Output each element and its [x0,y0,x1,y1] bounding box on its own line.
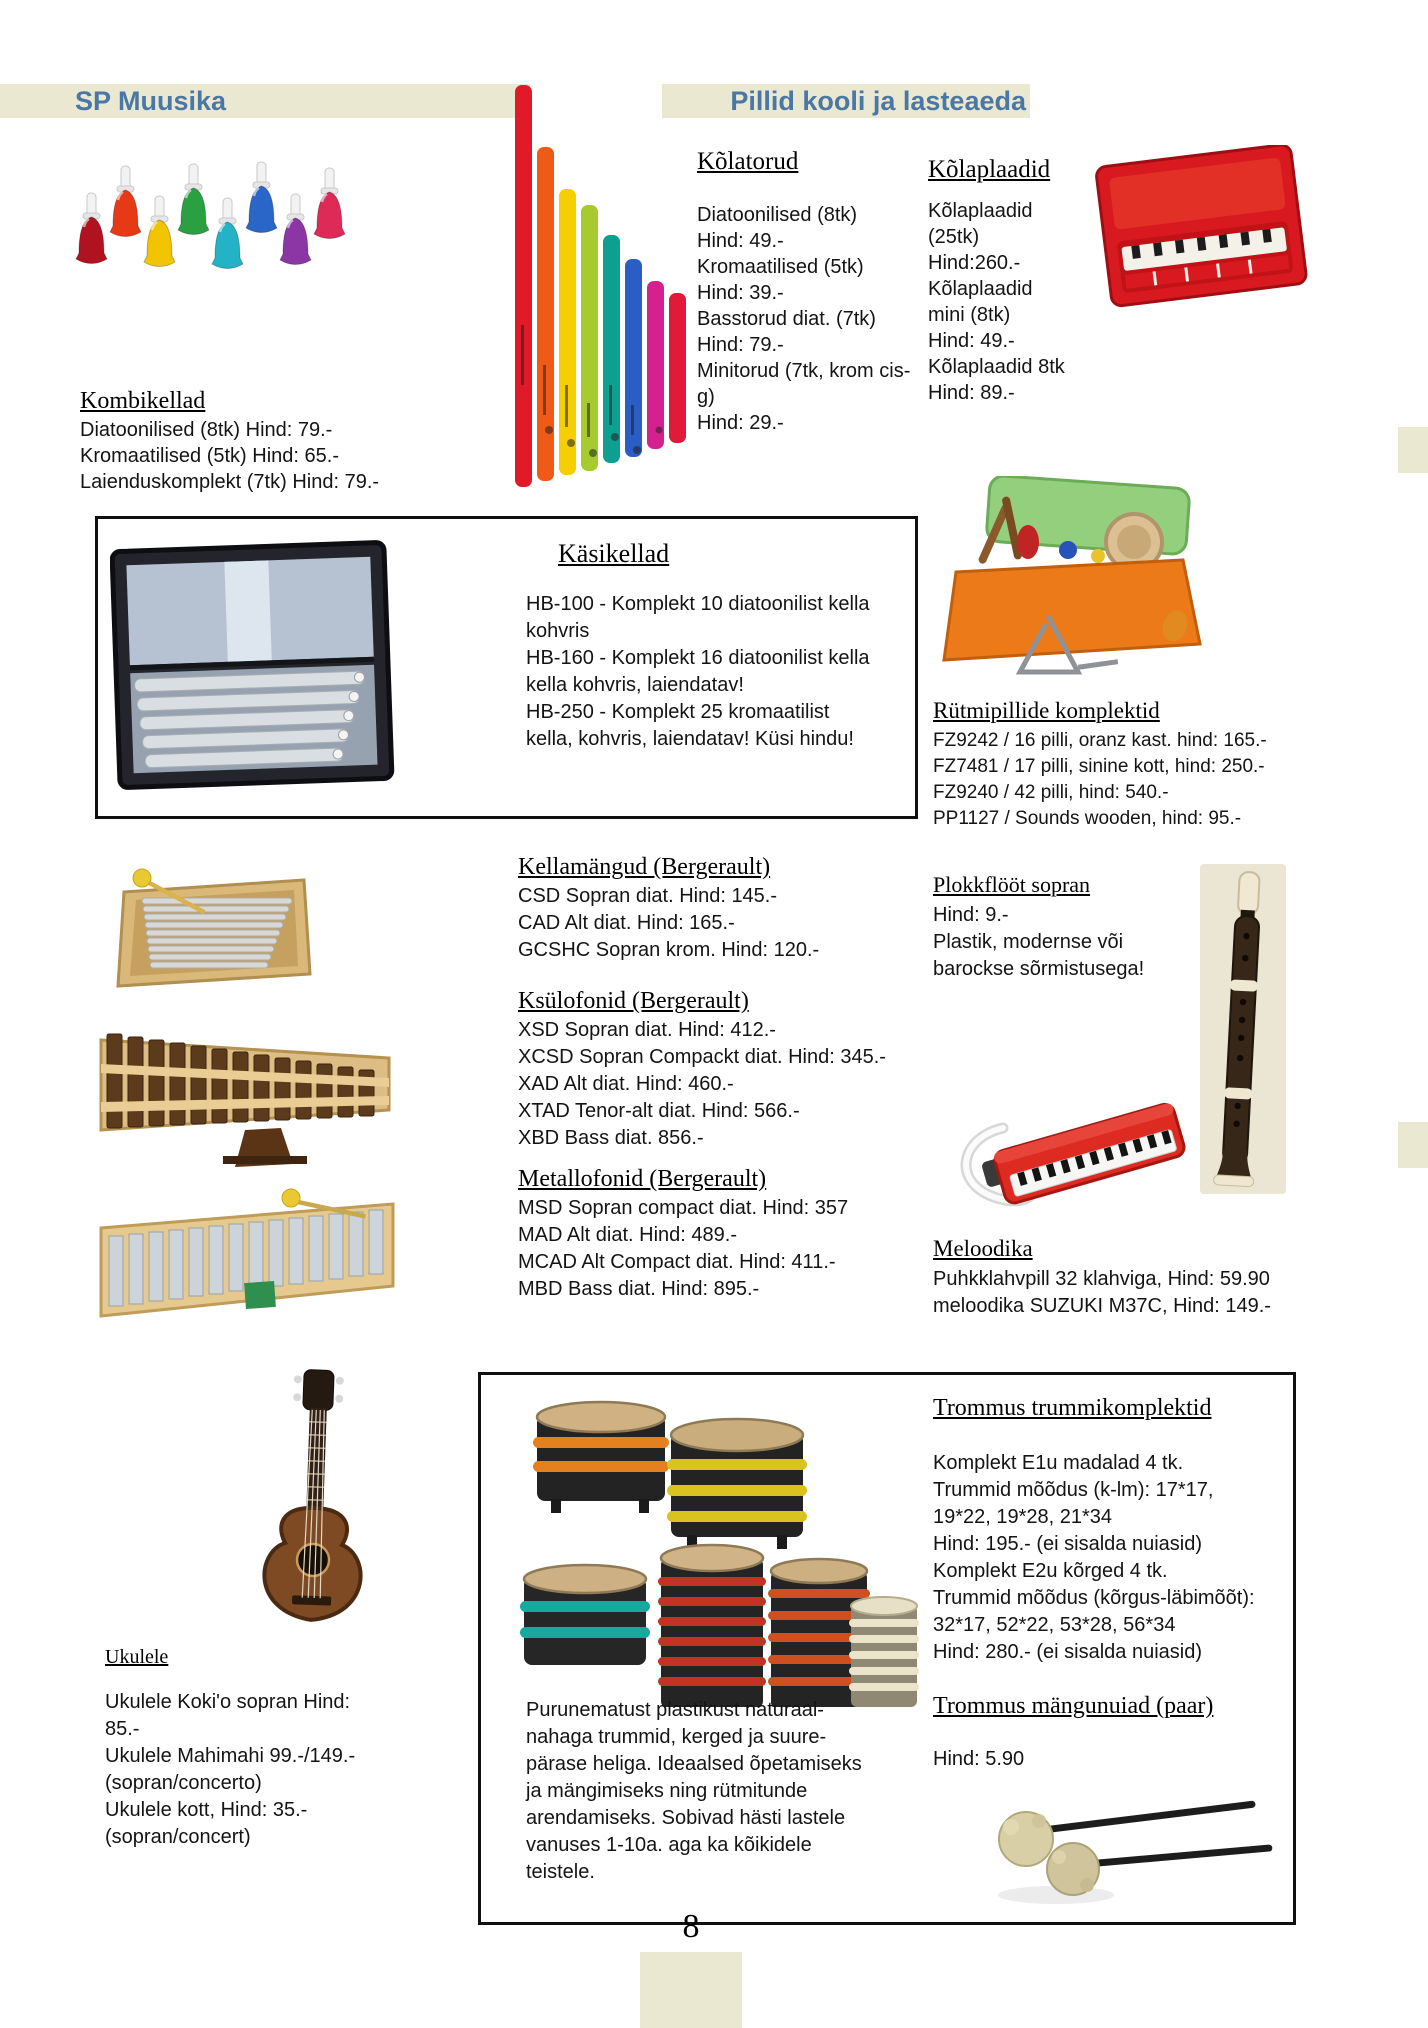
section-kasikellad [526,539,906,753]
section-meloodika [933,1236,1271,1320]
metallophone-photo [95,1184,400,1355]
xylophone-photo [95,1006,395,1177]
kolatorud-title: Kõlatorud [697,148,799,175]
kolaplaadid-lines: Kõlaplaadid (25tk) Hind:260.- Kõlaplaadid mini (8tk) Hind: 49.- Kõlaplaadid 8tk Hind: 89.- [928,200,1065,404]
glockenspiel-photo [112,862,317,1007]
bottom-strip [640,1952,742,2028]
mallets-photo [981,1787,1281,1920]
section-plokkfloot [933,872,1144,983]
trommid-title: Trommus trummikomplektid [933,1395,1212,1421]
trommid-description: Purunematust plastikust naturaal- nahaga trummid, kerged ja suure- pärase heliga. Ideaalsed õpetamiseks ja mängimiseks ning rütmitunde arendamiseks. Sobivad hästi lastele vanuses 1-10a. aga ka kõikidele teistele. [526,1699,862,1883]
mangunuiad-price: Hind: 5.90 [933,1748,1025,1770]
trommid-lines: Komplekt E1u madalad 4 tk. Trummid mõõdus (k-lm): 17*17, 19*22, 19*28, 21*34 Hind: 195.- (ei sisalda nuiasid) Komplekt E2u kõrged 4 tk. Trummid mõõdus (kõrgus-läbimõõt): 32*17, 52*22, 53*28, 56*34 Hind: 280.- (ei sisalda nuiasid) [933,1452,1255,1663]
section-rutmipillid [933,698,1267,832]
header-band-right [662,84,1030,118]
page-number: 8 [682,1908,700,1945]
rutmipillid-lines: FZ9242 / 16 pilli, oranz kast. hind: 165.- FZ7481 / 17 pilli, sinine kott, hind: 250.- FZ9240 / 42 pilli, hind: 540.- PP1127 / Sounds wooden, hind: 95.- [933,730,1267,829]
section-kolaplaadid [928,156,1065,406]
ukulele-lines: Ukulele Koki'o sopran Hind: 85.- Ukulele Mahimahi 99.-/149.- (sopran/concerto) Ukulele kott, Hind: 35.- (sopran/concert) [105,1691,356,1848]
kasikellad-box [95,516,918,819]
handbells-photo [70,138,370,308]
page-edge-tab [1398,1122,1428,1168]
plokkfloot-title: Plokkflööt sopran [933,872,1091,897]
section-kolatorud [697,148,910,436]
page-title-right: Pillid kooli ja lasteaeda [730,86,1026,116]
melodica-photo [945,1076,1195,1231]
ksulofonid-lines: XSD Sopran diat. Hind: 412.- XCSD Sopran Compackt diat. Hind: 345.- XAD Alt diat. Hind: 460.- XTAD Tenor-alt diat. Hind: 566.- XBD Bass diat. 856.- [518,1019,886,1149]
trommus-box [478,1372,1296,1925]
kolaplaadid-title: Kõlaplaadid [928,156,1051,183]
page-edge-tab [1398,427,1428,473]
section-ukulele [105,1646,355,1851]
section-ksulofonid [518,988,886,1152]
kombikellad-title: Kombikellad [80,388,206,414]
mangunuiad-title: Trommus mängunuiad (paar) [933,1693,1214,1719]
page-title-left: SP Muusika [75,86,227,116]
kasikellad-title: Käsikellad [558,539,670,568]
kolatorud-lines: Diatoonilised (8tk) Hind: 49.- Kromaatilised (5tk) Hind: 39.- Basstorud diat. (7tk) Hind: 79.- Minitorud (7tk, krom cis- g) Hind: 29.- [697,204,911,434]
ukulele-title: Ukulele [105,1646,169,1668]
section-metallofonid [518,1166,848,1303]
section-mangunuiad [933,1693,1213,1773]
metallofonid-title: Metallofonid (Bergerault) [518,1166,767,1192]
kasikellad-lines: HB-100 - Komplekt 10 diatoonilist kella kohvris HB-160 - Komplekt 16 diatoonilist kella kella kohvris, laiendatav! HB-250 - Komplekt 25 kromaatilist kella, kohvris, laiendatav! Küsi hindu! [526,593,870,750]
ksulofonid-title: Ksülofonid (Bergerault) [518,988,749,1014]
kombikellad-lines: Diatoonilised (8tk) Hind: 79.- Kromaatilised (5tk) Hind: 65.- Laienduskomplekt (7tk) Hind: 79.- [80,419,380,493]
kasikellad-case-photo [110,535,395,802]
section-kombikellad [80,388,379,495]
recorder-photo [1180,862,1304,1202]
section-trommid [933,1395,1255,1666]
kolaplaadid-case-photo [1090,145,1318,322]
rhythm-set-photo [928,476,1223,701]
plokkfloot-lines: Hind: 9.- Plastik, modernse või barockse sõrmistusega! [933,904,1145,980]
rutmipillid-title: Rütmipillide komplektid [933,698,1160,723]
boomwhackers-photo [515,85,700,500]
drums-photo [499,1387,919,1712]
metallofonid-lines: MSD Sopran compact diat. Hind: 357 MAD Alt diat. Hind: 489.- MCAD Alt Compact diat. Hind: 411.- MBD Bass diat. Hind: 895.- [518,1197,849,1300]
meloodika-title: Meloodika [933,1236,1033,1261]
meloodika-lines: Puhkklahvpill 32 klahviga, Hind: 59.90 meloodika SUZUKI M37C, Hind: 149.- [933,1268,1271,1317]
kellamangud-lines: CSD Sopran diat. Hind: 145.- CAD Alt diat. Hind: 165.- GCSHC Sopran krom. Hind: 120.- [518,885,820,961]
header-band-left [0,84,530,118]
ukulele-photo [225,1368,405,1668]
section-kellamangud [518,854,819,964]
kellamangud-title: Kellamängud (Bergerault) [518,854,771,880]
